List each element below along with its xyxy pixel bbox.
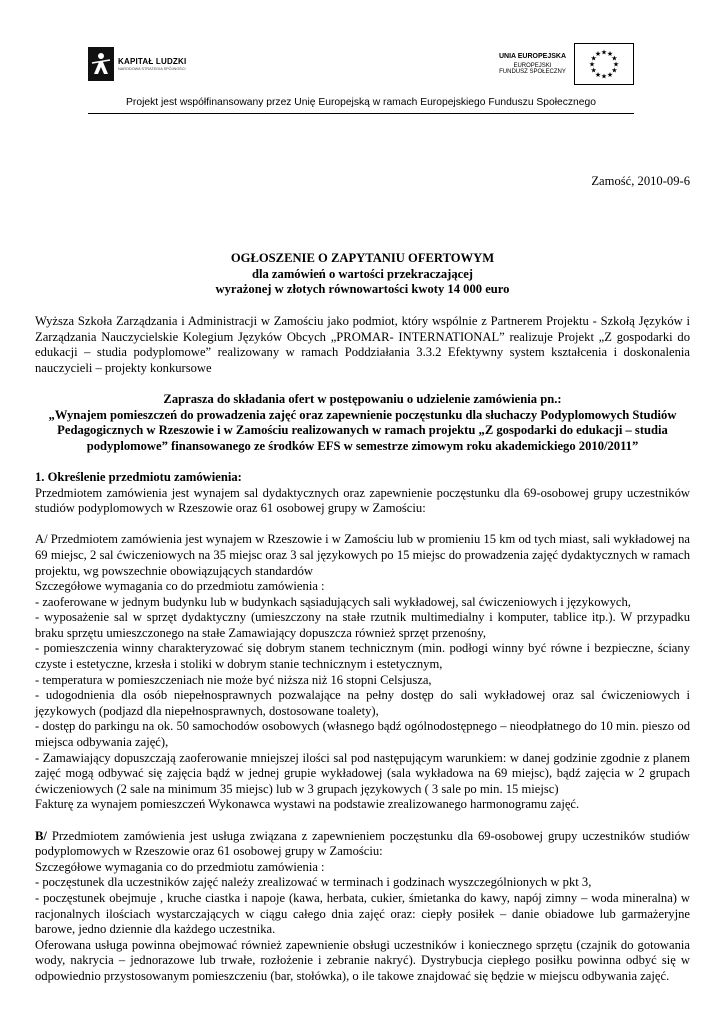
list-item: - poczęstunek obejmuje , kruche ciastka i napoje (kawa, herbata, cukier, śmietanka do kawy, napój zimny – woda mineralna) w racjonalnych ilościach wystarczających w ciągu całego dnia zajęć oraz: ciepły posiłek – danie obiadowe lub garmażeryjne barowe, jedno dziennie dla każdego uczestnika. (35, 890, 690, 937)
list-item: - temperatura w pomieszczeniach nie może być niższa niż 16 stopni Celsjusza, (35, 672, 432, 687)
eu-star-icon: ★ (594, 70, 602, 79)
project-cofinancing-line: Projekt jest współfinansowany przez Unię Europejską w ramach Europejskiego Funduszu Społecznego (126, 97, 596, 108)
eu-star-icon: ★ (588, 60, 596, 69)
eu-star-icon: ★ (600, 72, 608, 81)
eu-logo-line3: FUNDUSZ SPOŁECZNY (499, 69, 566, 75)
list-item: - dostęp do parkingu na ok. 50 samochodów osobowych (własnego bądź ogólnodostępnego – nieodpłatnego do 10 min. pieszo od miejsca odbywania zajęć), (35, 719, 690, 750)
contract-name: „Wynajem pomieszczeń do prowadzenia zajęć oraz zapewnienie poczęstunku dla słuchaczy Podyplomowych Studiów Pedagogicznych w Rzeszowie i w Zamościu realizowanych w ramach projektu „Z gospodarki do edukacji – studia podyplomowe” finansowanego ze środków EFS w semestrze zimowym roku akademickiego 2010/2011” (48, 407, 677, 453)
partB-req-heading: Szczegółowe wymagania co do przedmiotu zamówienia : (35, 859, 325, 874)
eu-logo-line1: UNIA EUROPEJSKA (498, 53, 566, 60)
list-item: - udogodnienia dla osób niepełnosprawnych pozwalające na pełny dostęp do sali wykładowej oraz sal ćwiczeniowych i językowych (podjazd dla niepełnosprawnych, dostosowane toalety), (35, 688, 690, 718)
eu-star-icon: ★ (611, 66, 618, 75)
kapital-ludzki-title: KAPITAŁ LUDZKI (118, 57, 187, 66)
document-body (35, 314, 690, 985)
kapital-ludzki-icon (88, 47, 114, 81)
eu-star-icon: ★ (606, 70, 614, 79)
title-line-2: dla zamówień o wartości przekraczającej (251, 266, 474, 281)
eu-star-icon: ★ (590, 54, 597, 63)
title-line-1: OGŁOSZENIE O ZAPYTANIU OFERTOWYM (230, 251, 495, 265)
title-line-3: wyrażonej w złotych równowartości kwoty 14 000 euro (215, 282, 510, 297)
eu-logo-line2: EUROPEJSKI (513, 63, 552, 69)
kapital-ludzki-subtitle: NARODOWA STRATEGIA SPÓJNOŚCI (118, 67, 186, 71)
partA-intro: A/ Przedmiotem zamówienia jest wynajem w Rzeszowie i w Zamościu lub w promieniu 15 km od tych miast, sali wykładowej na 69 miejsc, 2 sal ćwiczeniowych na 35 miejsc oraz 3 sal językowych po 15 miejsc do prowadzenia zajęć dydaktycznych w ramach projektu, wg powszechnie obowiązujących standardów (35, 532, 690, 578)
partA-closing: Fakturę za wynajem pomieszczeń Wykonawca wystawi na podstawie zrealizowanego harmonogramu zajęć. (35, 797, 580, 812)
eu-star-icon: ★ (612, 60, 620, 69)
partB-intro-text: Przedmiotem zamówienia jest usługa związana z zapewnieniem poczęstunku dla 69-osobowej grupy uczestników studiów podyplomowych w Rzeszowie oraz 61 osobowej grupy w Zamościu: (35, 828, 690, 859)
section1-heading: 1. Określenie przedmiotu zamówienia: (35, 469, 242, 484)
list-item: - Zamawiający dopuszczają zaoferowanie mniejszej ilości sal pod następującym warunkiem: w danej godzinie zgodnie z planem zajęć mogą odbywać się zajęcia bądź w jednej grupie wykładowej (sala wykładowa na 69 miejsc), bądź zajęcia w 2 grupach ćwiczeniowych (2 sale na minimum 35 miejsc) lub w 3 grupach językowych ( 3 sale po min. 15 miejsc) (35, 750, 690, 796)
partB-label: B/ (35, 828, 47, 843)
section1-text: Przedmiotem zamówienia jest wynajem sal dydaktycznych oraz zapewnienie poczęstunku dla 69-osobowej grupy uczestników studiów podyplomowych w Rzeszowie oraz 61 osobowej grupy w Zamościu: (35, 485, 690, 516)
header-divider (88, 113, 634, 114)
intro-paragraph: Wyższa Szkoła Zarządzania i Administracji w Zamościu jako podmiot, który wspólnie z Partnerem Projektu - Szkołą Języków i Zarządzania Nauczycielskie Kolegium Języków Obcych „PROMAR- INTERNATIONAL” realizuje Projekt „Z gospodarki do edukacji – studia podyplomowe” realizowany w ramach Poddziałania 3.3.2 Efektywny system kształcenia i doskonalenia nauczycieli – projekty konkursowe (35, 314, 690, 375)
invitation-line: Zaprasza do składania ofert w postępowaniu o udzielenie zamówienia pn.: (163, 391, 562, 406)
page-header (88, 34, 634, 94)
eu-star-icon: ★ (594, 50, 602, 59)
eu-star-icon: ★ (590, 66, 597, 75)
partA-req-heading: Szczegółowe wymagania co do przedmiotu zamówienia : (35, 579, 325, 594)
partB-closing: Oferowana usługa powinna obejmować również zapewnienie obsługi uczestników i koniecznego sprzętu (czajnik do gotowania wody, nakrycia – jednorazowe lub trwałe, rozłożenie i zebranie nakryć). Dystrybucja ciepłego posiłku powinna odbyć się w odpowiednio przystosowanym pomieszczeniu (bar, stołówka), o ile takowe znajdować się będzie w miejscu odbywania zajęć. (35, 937, 690, 983)
list-item: - poczęstunek dla uczestników zajęć należy zrealizować w terminach i godzinach wyszczególnionych w pkt 3, (35, 875, 592, 890)
eu-flag-icon (574, 43, 634, 85)
eu-star-icon: ★ (600, 48, 608, 57)
list-item: - pomieszczenia winny charakteryzować się dobrym stanem technicznym (min. podłogi winny być równe i bezpieczne, ściany czyste i estetyczne, krzesła i stoliki w dobrym stanie technicznym i estetycznym, (35, 641, 690, 672)
document-date: Zamość, 2010-09-6 (591, 174, 690, 188)
list-item: - zaoferowane w jednym budynku lub w budynkach sąsiadujących sali wykładowej, sal ćwiczeniowych i językowych, (35, 594, 631, 609)
eu-star-icon: ★ (611, 54, 618, 63)
eu-logo (474, 42, 634, 86)
eu-star-icon: ★ (606, 50, 614, 59)
list-item: - wyposażenie sal w sprzęt dydaktyczny (umieszczony na stałe rzutnik multimedialny i komputer, tablice itp.). W przypadku braku sprzętu umieszczonego na stałe Zamawiający dopuszcza również sprzęt przenośny, (35, 610, 690, 640)
partB-intro (35, 829, 690, 860)
kapital-ludzki-logo (88, 38, 218, 90)
document-title (35, 251, 690, 298)
